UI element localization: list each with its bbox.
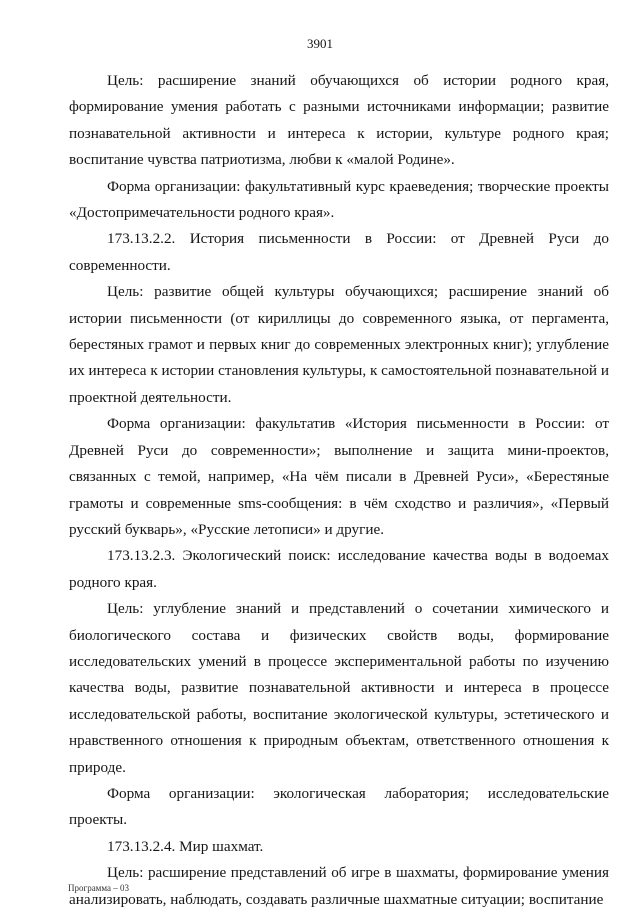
paragraph-form-writing-history: Форма организации: факультатив «История письменности в России: от Древней Руси до современности»; выполнение и защита мини-проектов, связанных с темой, например, «На чём писали в Древней Руси», «Берестяные грамоты и современные sms-сообщения: в чём сходство и различия», «Первый русский букварь», «Русские летописи» и другие.: [69, 415, 609, 538]
paragraph-heading-chess: 173.13.2.4. Мир шахмат.: [107, 837, 264, 855]
page-number: 3901: [307, 36, 333, 51]
footer-program-label: Программа – 03: [68, 883, 130, 893]
paragraph-goal-ecology: Цель: углубление знаний и представлений о сочетании химического и биологического состава и физических свойств воды, формирование исследовательских умений в процессе экспериментальной работы по изучению качества воды, развитие познавательной активности и интереса в процессе исследовательской работы, воспитание экологической культуры, эстетического и нравственного отношения к природным объектам, ответственного отношения к природе.: [69, 600, 609, 776]
paragraph-goal-writing-history: Цель: развитие общей культуры обучающихся; расширение знаний об истории письменности (от кириллицы до современного языка, от пергамента, берестяных грамот и первых книг до современных электронных книг); углубление их интереса к истории становления культуры, к самостоятельной познавательной и проектной деятельности.: [69, 283, 609, 406]
paragraph-goal-local-history: Цель: расширение знаний обучающихся об истории родного края, формирование умения работать с разными источниками информации; развитие познавательной активности и интереса к истории, культуре родного края; воспитание чувства патриотизма, любви к «малой Родине».: [69, 72, 609, 169]
paragraph-form-ecology: Форма организации: экологическая лаборатория; исследовательские проекты.: [69, 784, 609, 829]
paragraph-heading-writing-history: 173.13.2.2. История письменности в России: от Древней Руси до современности.: [69, 230, 609, 274]
document-body: [69, 68, 609, 913]
paragraph-form-local-history: Форма организации: факультативный курс краеведения; творческие проекты «Достопримечательности родного края».: [69, 177, 609, 222]
paragraph-goal-chess: Цель: расширение представлений об игре в шахматы, формирование умения анализировать, наблюдать, создавать различные шахматные ситуации; воспитание: [69, 864, 609, 908]
paragraph-heading-ecology: 173.13.2.3. Экологический поиск: исследование качества воды в водоемах родного края.: [69, 547, 609, 591]
